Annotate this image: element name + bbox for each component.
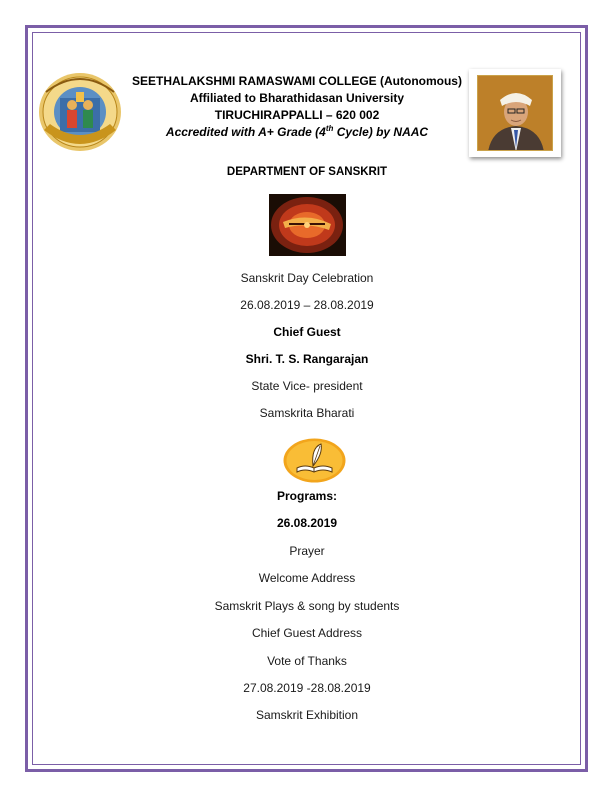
college-header bbox=[122, 73, 472, 141]
chief-guest-name: Shri. T. S. Rangarajan bbox=[245, 352, 369, 366]
college-city: TIRUCHIRAPPALLI – 620 002 bbox=[214, 108, 380, 122]
programs-heading: Programs: bbox=[276, 489, 338, 503]
program-item-chief-guest-address: Chief Guest Address bbox=[251, 626, 363, 640]
chief-guest-heading: Chief Guest bbox=[273, 325, 341, 339]
programs-day1-date: 26.08.2019 bbox=[276, 516, 338, 530]
chief-guest-designation: State Vice- president bbox=[251, 379, 363, 393]
program-item-prayer: Prayer bbox=[289, 544, 325, 558]
program-item-vote-of-thanks: Vote of Thanks bbox=[267, 654, 347, 668]
college-name: SEETHALAKSHMI RAMASWAMI COLLEGE (Autonomous) bbox=[132, 74, 462, 88]
program-item-exhibition: Samskrit Exhibition bbox=[255, 708, 359, 722]
chief-guest-organisation: Samskrita Bharati bbox=[259, 406, 355, 420]
department-title: DEPARTMENT OF SANSKRIT bbox=[226, 166, 388, 178]
programs-day2-date: 27.08.2019 -28.08.2019 bbox=[243, 681, 371, 695]
event-title: Sanskrit Day Celebration bbox=[240, 271, 374, 285]
program-item-welcome-address: Welcome Address bbox=[258, 571, 356, 585]
founder-photo-frame bbox=[469, 69, 561, 157]
event-dates: 26.08.2019 – 28.08.2019 bbox=[240, 298, 374, 312]
program-item-plays-song: Samskrit Plays & song by students bbox=[214, 599, 400, 613]
quill-book-icon bbox=[283, 438, 346, 483]
college-logo bbox=[38, 72, 122, 154]
university-affiliation: Affiliated to Bharathidasan University bbox=[189, 91, 405, 105]
sanskrit-banner-image bbox=[269, 194, 346, 256]
founder-photo bbox=[477, 75, 553, 151]
naac-accreditation: Accredited with A+ Grade (4th Cycle) by NAAC bbox=[165, 124, 429, 139]
